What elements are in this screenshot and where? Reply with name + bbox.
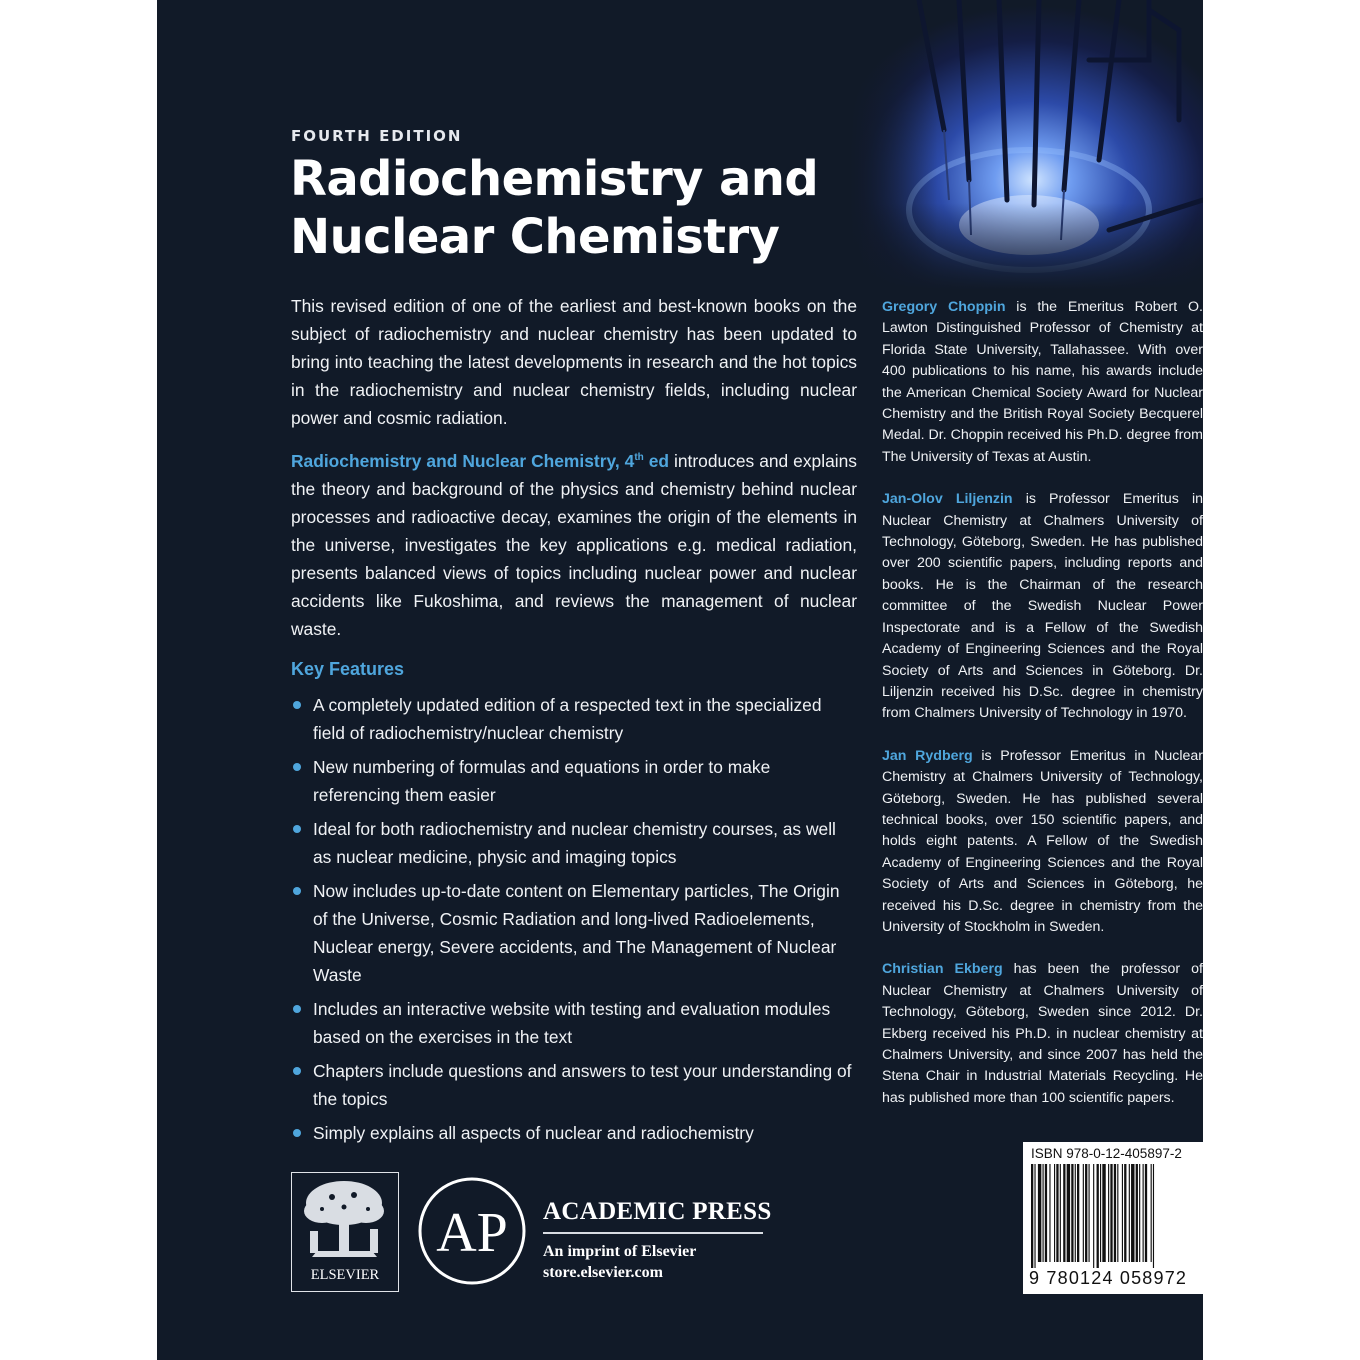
authors-column <box>882 297 1203 1130</box>
barcode-number: 9 780124 058972 <box>1029 1268 1188 1288</box>
publisher-name: ACADEMIC PRESS <box>543 1198 772 1225</box>
author-bio: Gregory Choppin is the Emeritus Robert O. Lawton Distinguished Professor of Chemistry at Florida State University, Tallahassee. With over 400 publications to his name, his awards include the American Chemical Society Award for Nuclear Chemistry and the British Royal Society Becquerel Medal. Dr. Choppin received his Ph.D. degree from The University of Texas at Austin. <box>882 299 1203 465</box>
description-paragraph-2: Radiochemistry and Nuclear Chemistry, 4th ed introduces and explains the theory and background of the physics and chemistry behind nuclear processes and radioactive decay, examines the origin of the elements in the universe, investigates the key applications e.g. medical radiation, presents balanced views of topics including nuclear power and nuclear accidents like Fukoshima, and reviews the management of nuclear waste. <box>291 450 857 639</box>
barcode-bar <box>1054 1164 1055 1262</box>
barcode-bar <box>1110 1164 1112 1262</box>
description-column <box>291 292 857 1153</box>
barcode-bar <box>1143 1164 1144 1262</box>
barcode-bar <box>1122 1164 1123 1262</box>
elsevier-logo <box>291 1172 399 1292</box>
author-bio: Jan-Olov Liljenzin is Professor Emeritus in Nuclear Chemistry at Chalmers University of Technology, Göteborg, Sweden. He has published over 200 scientific papers, including reports and books. He is the Chairman of the research committee of the Swedish Nuclear Power Inspectorate and is a Fellow of the Swedish Academy of Engineering Sciences and the Royal Society of Arts and Sciences in Göteborg. Dr. Liljenzin received his D.Sc. degree in chemistry from Chalmers University of Technology in 1970. <box>882 491 1203 722</box>
barcode-bar <box>1034 1164 1035 1268</box>
barcode-bar <box>1085 1164 1087 1262</box>
elsevier-tree-icon <box>292 1173 397 1263</box>
book-title <box>290 150 850 266</box>
feature-item: Ideal for both radiochemistry and nuclear chemistry courses, as well as nuclear medicine, physic and imaging topics <box>291 815 857 871</box>
author-name: Jan Rydberg <box>882 747 973 764</box>
barcode-bar <box>1063 1164 1065 1262</box>
back-cover <box>157 0 1203 1360</box>
barcode-bar <box>1060 1164 1061 1262</box>
key-features-list <box>291 691 857 1147</box>
feature-item: New numbering of formulas and equations in order to make referencing them easier <box>291 753 857 809</box>
feature-item: A completely updated edition of a respected text in the specialized field of radiochemistry/nuclear chemistry <box>291 691 857 747</box>
barcode-bar <box>1139 1164 1140 1262</box>
feature-item: Includes an interactive website with testing and evaluation modules based on the exercises in the text <box>291 995 857 1051</box>
publisher-imprint: An imprint of Elsevier <box>543 1243 697 1260</box>
barcode-bar <box>1131 1164 1134 1262</box>
barcode-bar <box>1067 1164 1070 1262</box>
book-reference: Radiochemistry and Nuclear Chemistry, 4th ed <box>291 450 670 471</box>
barcode-bar <box>1102 1164 1105 1262</box>
isbn-label: ISBN 978-0-12-405897-2 <box>1031 1146 1182 1161</box>
title-line-1: Radiochemistry and <box>290 151 819 207</box>
barcode-bar <box>1093 1164 1094 1268</box>
barcode-bar <box>1056 1164 1058 1262</box>
author-name: Jan-Olov Liljenzin <box>882 491 1013 508</box>
author-bio: Jan Rydberg is Professor Emeritus in Nuclear Chemistry at Chalmers University of Technology, Göteborg, Sweden. He has published several technical books, over 150 scientific papers, and holds eight patents. A Fellow of the Swedish Academy of Engineering Sciences and the Royal Society of Arts and Sciences in Göteborg, he received his D.Sc. degree in chemistry from the University of Stockholm in Sweden. <box>882 747 1203 935</box>
barcode-bar <box>1045 1164 1047 1262</box>
author-name: Christian Ekberg <box>882 961 1003 978</box>
academic-press-logo <box>417 1176 527 1286</box>
barcode-bar <box>1151 1164 1152 1262</box>
barcode-bar <box>1129 1164 1130 1262</box>
barcode-icon <box>1031 1164 1195 1268</box>
bullet-icon <box>293 825 301 833</box>
barcode-bar <box>1100 1164 1101 1262</box>
edition-label: FOURTH EDITION <box>291 127 463 145</box>
barcode-bar <box>1071 1164 1073 1262</box>
barcode-bar <box>1083 1164 1084 1262</box>
key-features-heading: Key Features <box>291 658 405 679</box>
title-line-2: Nuclear Chemistry <box>290 209 780 265</box>
bullet-icon <box>293 1067 301 1075</box>
author-bio: Christian Ekberg has been the professor of Nuclear Chemistry at Chalmers University of Technology, Göteborg, Sweden since 2012. Dr. Ekberg received his Ph.D. in nuclear chemistry at Chalmers University, and since 2007 has held the Stena Chair in Industrial Materials Recycling. He has published more than 100 scientific papers. <box>882 961 1203 1106</box>
barcode-bar <box>1097 1164 1099 1268</box>
ap-monogram: AP <box>436 1202 508 1264</box>
barcode-bar <box>1038 1164 1041 1262</box>
barcode-bar <box>1124 1164 1126 1262</box>
barcode-bar <box>1031 1164 1033 1268</box>
bullet-icon <box>293 1005 301 1013</box>
author-name: Gregory Choppin <box>882 299 1006 315</box>
bullet-icon <box>293 701 301 709</box>
barcode-bar <box>1117 1164 1118 1262</box>
elsevier-wordmark: ELSEVIER <box>310 1267 380 1283</box>
barcode-bar <box>1153 1164 1154 1268</box>
feature-item: Now includes up-to-date content on Elementary particles, The Origin of the Universe, Cosmic Radiation and long-lived Radioelements, Nuclear energy, Severe accidents, and The Management of Nuclear Waste <box>291 877 857 989</box>
feature-item: Chapters include questions and answers to test your understanding of the topics <box>291 1057 857 1113</box>
barcode-bar <box>1114 1164 1116 1262</box>
publisher-divider <box>543 1232 763 1234</box>
barcode-bar <box>1145 1164 1147 1262</box>
publisher-url[interactable]: store.elsevier.com <box>543 1264 663 1281</box>
bullet-icon <box>293 887 301 895</box>
reactor-photo <box>849 0 1203 290</box>
bullet-icon <box>293 763 301 771</box>
barcode-bar <box>1075 1164 1076 1262</box>
feature-item: Simply explains all aspects of nuclear and radiochemistry <box>291 1119 857 1147</box>
barcode-bar <box>1089 1164 1090 1262</box>
barcode-bar <box>1043 1164 1044 1262</box>
isbn-barcode <box>1023 1142 1203 1294</box>
barcode-bar <box>1049 1164 1050 1262</box>
description-paragraph-1: This revised edition of one of the earliest and best-known books on the subject of radiochemistry and nuclear chemistry has been updated to bring into teaching the latest developments in research and the hot topics in the radiochemistry and nuclear chemistry fields, including nuclear power and cosmic radiation. <box>291 296 857 428</box>
barcode-bar <box>1077 1164 1079 1262</box>
bullet-icon <box>293 1129 301 1137</box>
barcode-bar <box>1136 1164 1138 1262</box>
barcode-bar <box>1108 1164 1109 1262</box>
